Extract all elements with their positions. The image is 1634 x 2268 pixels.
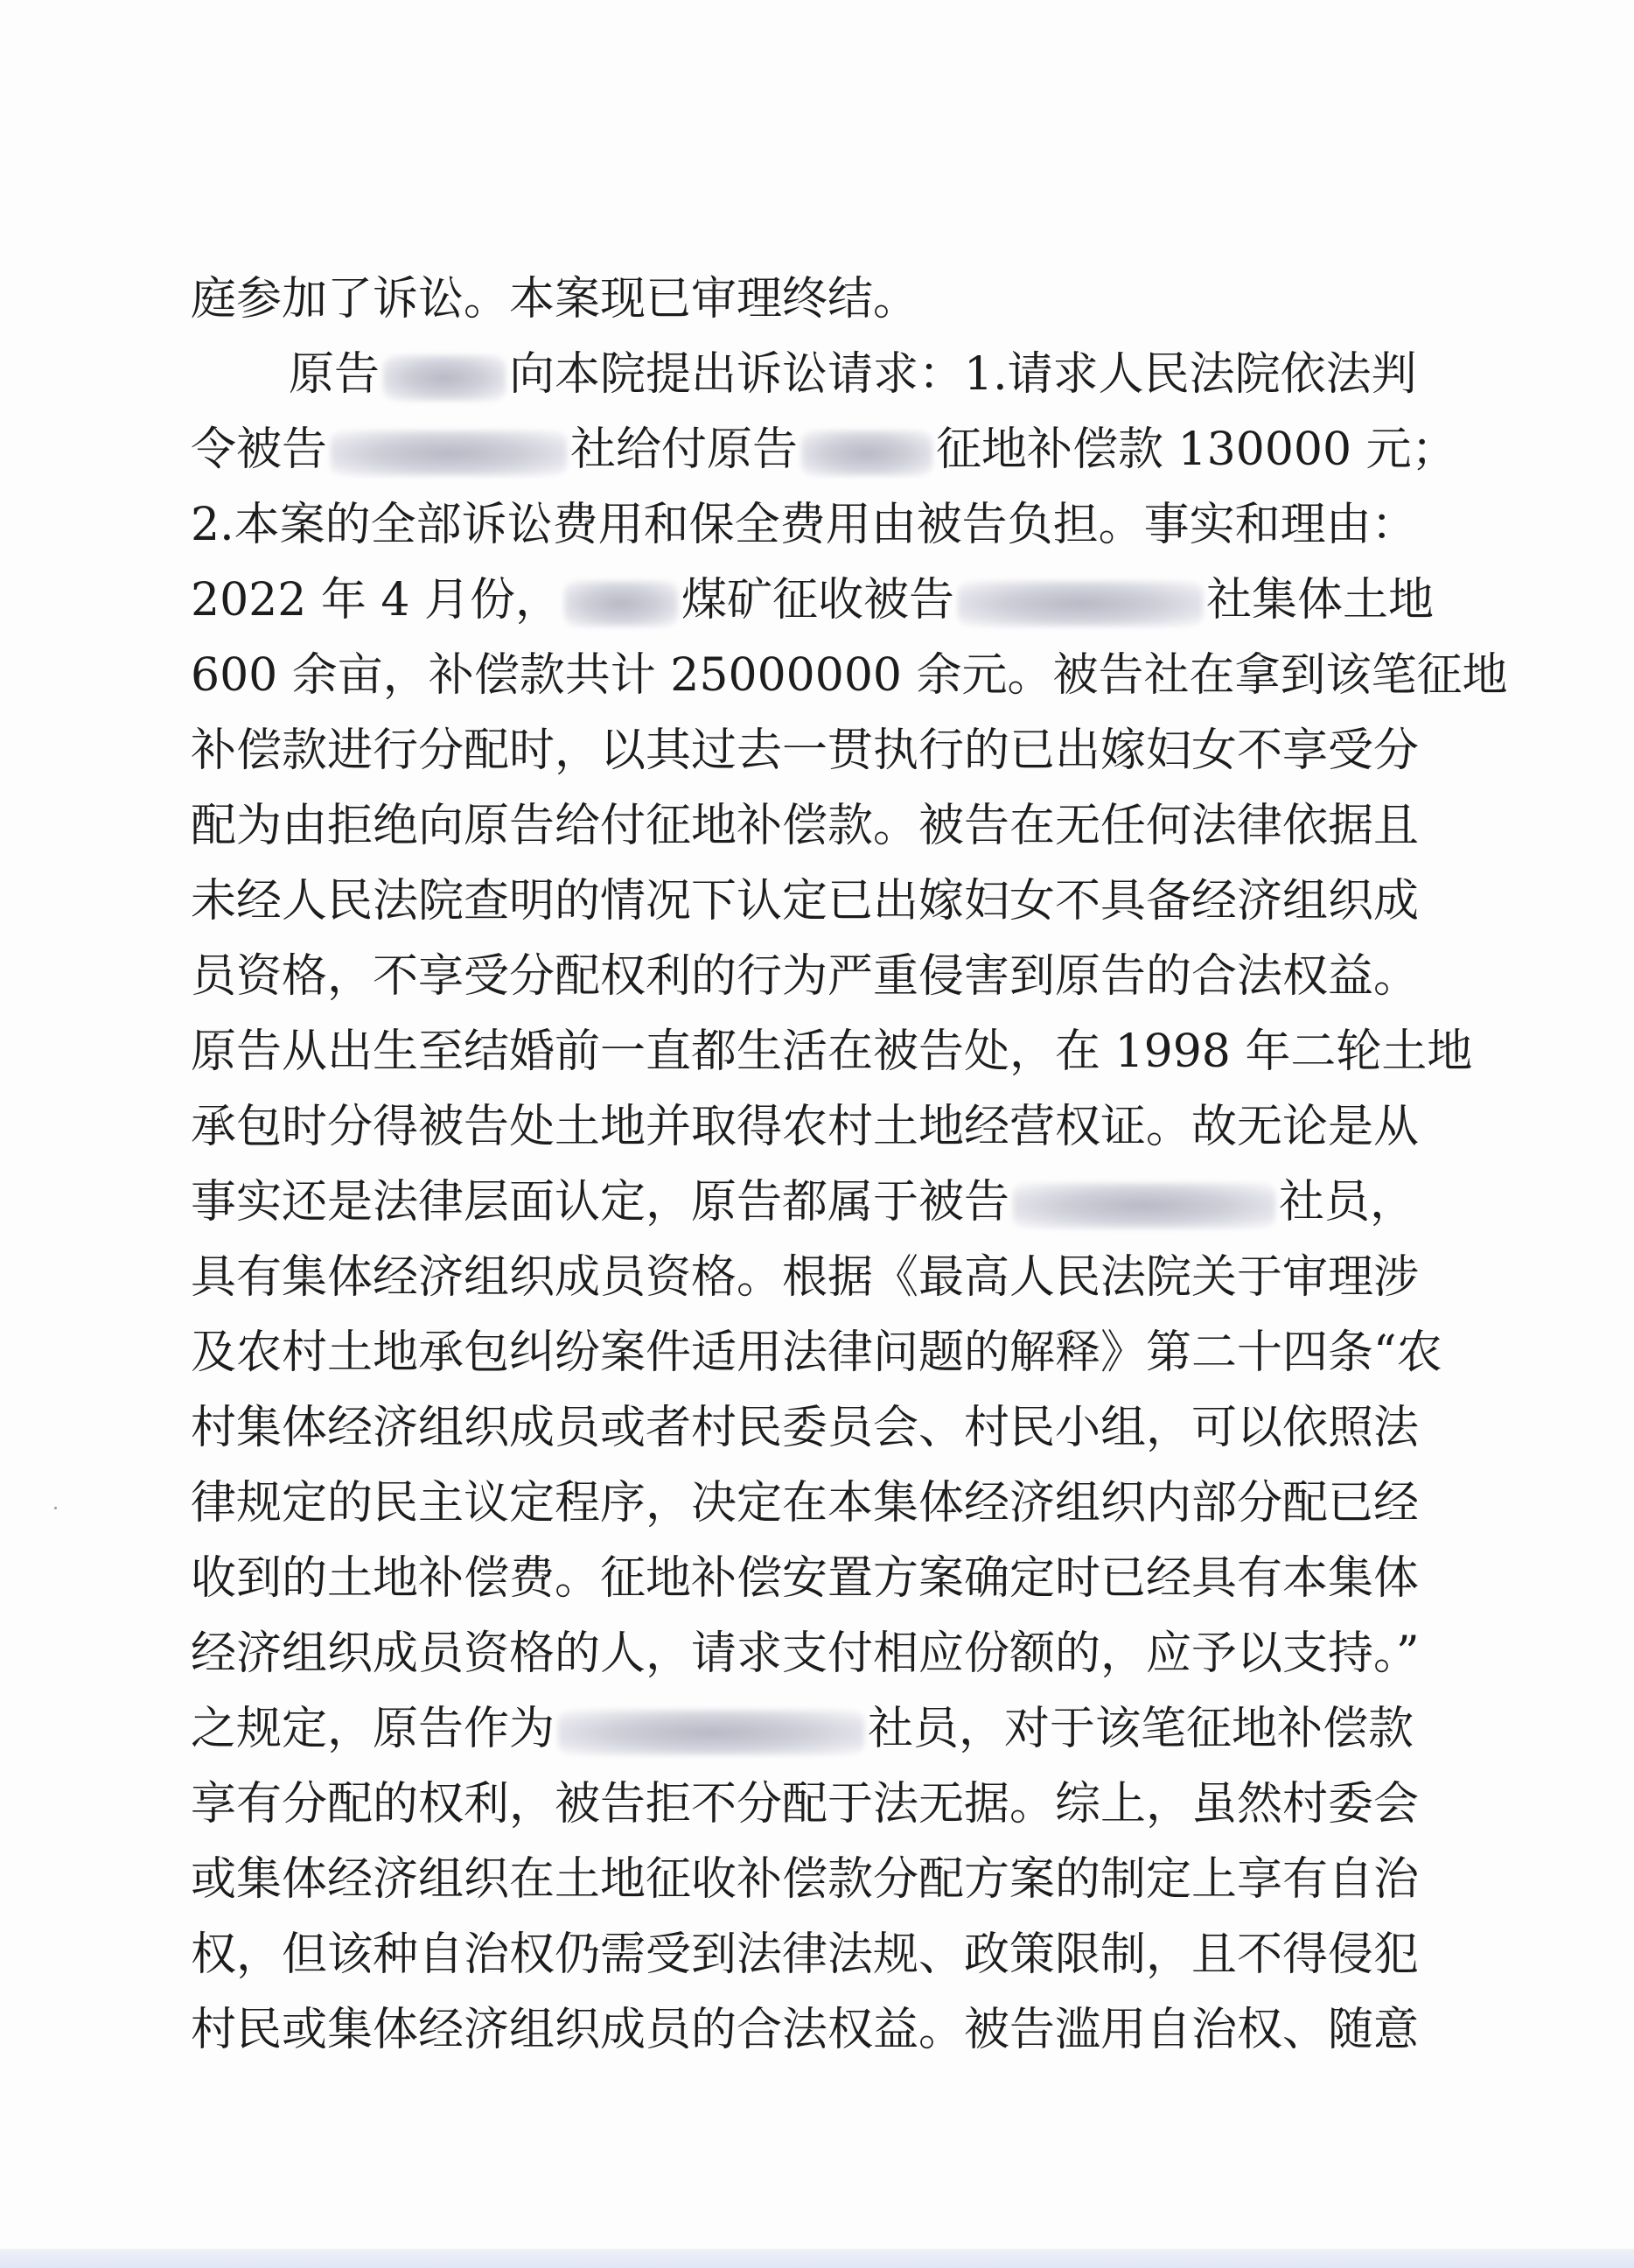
text-line-3: 令被告 社给付原告 征地补偿款 130000 元； bbox=[191, 424, 1457, 476]
redacted-name bbox=[331, 430, 567, 476]
text-line-9: 未经人民法院查明的情况下认定已出嫁妇女不具备经济组织成 bbox=[191, 875, 1420, 928]
text-line-4: 2.本案的全部诉讼费用和保全费用由被告负担。事实和理由： bbox=[191, 499, 1417, 551]
text-line-12: 承包时分得被告处土地并取得农村土地经营权证。故无论是从 bbox=[191, 1101, 1420, 1153]
text-line-8: 配为由拒绝向原告给付征地补偿款。被告在无任何法律依据且 bbox=[191, 800, 1420, 852]
redacted-name bbox=[801, 430, 932, 476]
redacted-name bbox=[564, 581, 678, 626]
text-line-17: 律规定的民主议定程序，决定在本集体经济组织内部分配已经 bbox=[191, 1477, 1420, 1530]
text-line-11: 原告从出生至结婚前一直都生活在被告处，在 1998 年二轮土地 bbox=[191, 1026, 1473, 1078]
text-line-13: 事实还是法律层面认定，原告都属于被告 社员， bbox=[191, 1176, 1416, 1228]
text-line-21: 享有分配的权利，被告拒不分配于法无据。综上，虽然村委会 bbox=[191, 1778, 1420, 1830]
scan-edge bbox=[0, 2249, 1634, 2268]
text-line-23: 权，但该种自治权仍需受到法律法规、政策限制，且不得侵犯 bbox=[191, 1928, 1420, 1981]
text-line-2: 原告 向本院提出诉讼请求：1.请求人民法院依法判 bbox=[289, 348, 1417, 401]
text-line-24: 村民或集体经济组织成员的合法权益。被告滥用自治权、随意 bbox=[191, 2004, 1420, 2056]
text-line-7: 补偿款进行分配时，以其过去一贯执行的已出嫁妇女不享受分 bbox=[191, 724, 1420, 777]
redacted-name bbox=[1013, 1183, 1275, 1228]
text-line-5: 2022 年 4 月份， 煤矿征收被告 社集体土地 bbox=[191, 574, 1435, 626]
text-line-18: 收到的土地补偿费。征地补偿安置方案确定时已经具有本集体 bbox=[191, 1552, 1420, 1605]
redacted-name bbox=[958, 581, 1203, 626]
text-line-20: 之规定，原告作为 社员，对于该笔征地补偿款 bbox=[191, 1703, 1414, 1755]
text-line-10: 员资格，不享受分配权利的行为严重侵害到原告的合法权益。 bbox=[191, 950, 1420, 1003]
text-line-22: 或集体经济组织在土地征收补偿款分配方案的制定上享有自治 bbox=[191, 1853, 1420, 1906]
scan-speck bbox=[54, 1507, 57, 1509]
text-line-16: 村集体经济组织成员或者村民委员会、村民小组，可以依照法 bbox=[191, 1402, 1420, 1454]
text-line-1: 庭参加了诉讼。本案现已审理终结。 bbox=[191, 273, 919, 326]
redacted-name bbox=[558, 1710, 864, 1755]
text-line-14: 具有集体经济组织成员资格。根据《最高人民法院关于审理涉 bbox=[191, 1251, 1420, 1304]
text-line-15: 及农村土地承包纠纷案件适用法律问题的解释》第二十四条“农 bbox=[191, 1326, 1442, 1379]
text-line-19: 经济组织成员资格的人，请求支付相应份额的，应予以支持。” bbox=[191, 1628, 1420, 1680]
redacted-name bbox=[383, 355, 506, 401]
text-line-6: 600 余亩，补偿款共计 25000000 余元。被告社在拿到该笔征地 bbox=[191, 649, 1508, 702]
